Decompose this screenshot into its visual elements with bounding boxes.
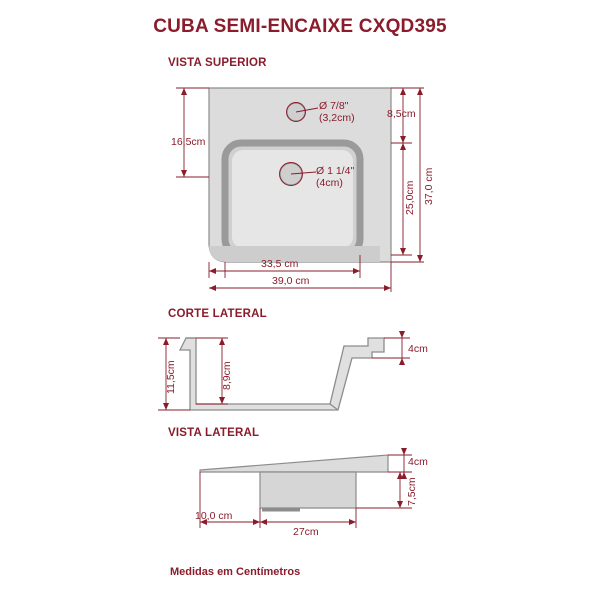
dim-bowl-depth: 7,5cm	[406, 477, 418, 506]
dim-hole-large-diameter-line2: (4cm)	[316, 177, 343, 190]
units-note: Medidas em Centímetros	[170, 566, 301, 578]
dim-total-height: 11,5cm	[165, 360, 177, 394]
top-view-drawing	[209, 88, 391, 262]
dim-top-offset: 8,5cm	[387, 108, 416, 120]
section-label-cross-section: CORTE LATERAL	[168, 308, 267, 320]
dim-hole-small-diameter-line1: Ø 7/8"	[319, 100, 349, 112]
dim-bowl-length: 27cm	[293, 526, 319, 538]
dim-rim-thickness: 4cm	[408, 456, 428, 468]
section-label-side-view: VISTA LATERAL	[168, 427, 260, 439]
cross-section-drawing	[180, 338, 384, 410]
section-label-top-view: VISTA SUPERIOR	[168, 57, 267, 69]
side-view-drawing	[200, 455, 388, 510]
dim-overall-height: 37,0 cm	[423, 167, 435, 205]
dim-inner-height: 25,0cm	[404, 180, 416, 215]
dim-hole-small-diameter	[319, 100, 355, 124]
dim-hole-large-diameter-line1: Ø 1 1/4"	[316, 165, 355, 177]
dim-hole-small-diameter-line2: (3,2cm)	[319, 112, 355, 125]
page-title: CUBA SEMI-ENCAIXE CXQD395	[153, 16, 447, 37]
dim-hole-large-diameter	[316, 165, 354, 189]
dim-basin-depth: 8,9cm	[221, 361, 233, 390]
dim-front-length: 10,0 cm	[195, 510, 233, 522]
dim-inner-width: 33,5 cm	[261, 258, 299, 270]
dim-overall-width: 39,0 cm	[272, 275, 310, 287]
dim-rim-height: 4cm	[408, 343, 428, 355]
dim-inner-depth: 16,5cm	[171, 136, 206, 148]
